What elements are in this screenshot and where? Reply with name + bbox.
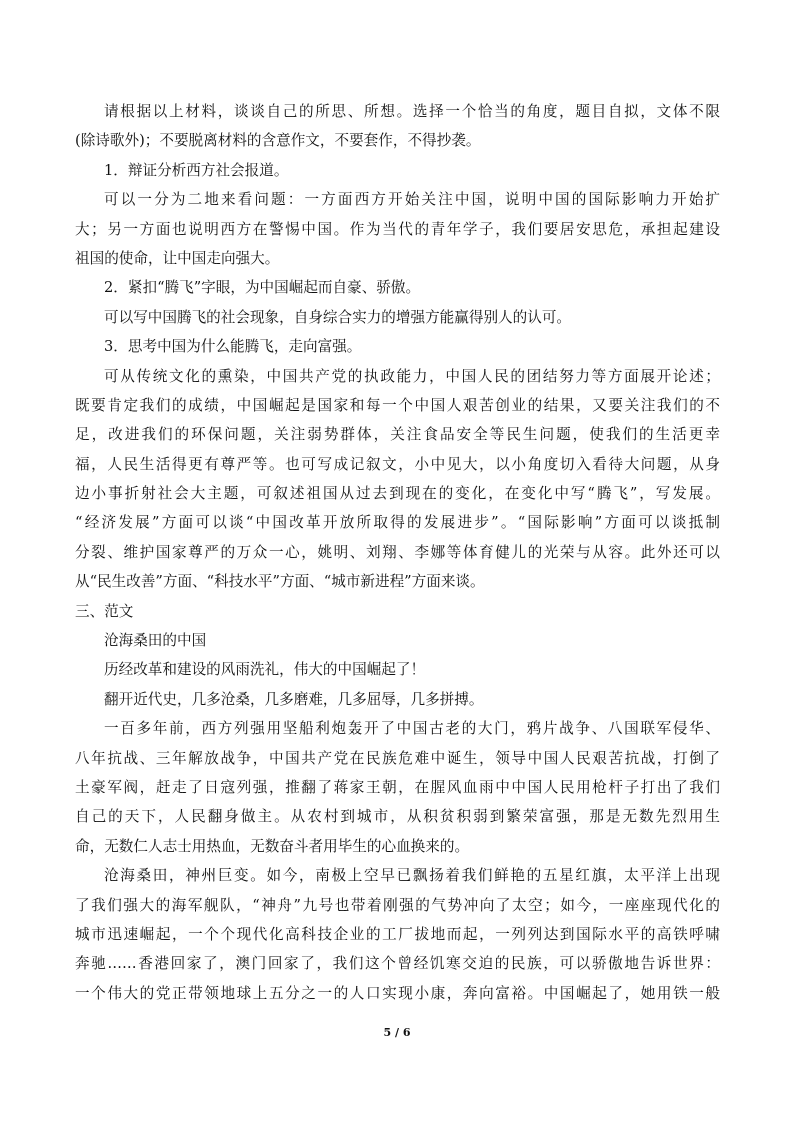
text-line: (除诗歌外)；不要脱离材料的含意作文，不要套作，不得抄袭。 (75, 132, 481, 150)
text-line: 大；另一方面也说明西方在警惕中国。作为当代的青年学子，我们要居安思危，承担起建设 (75, 220, 720, 238)
text-line: 历经改革和建设的风雨洗礼，伟大的中国崛起了！ (104, 661, 426, 679)
text-line: 一个伟大的党正带领地球上五分之一的人口实现小康，奔向富裕。中国崛起了，她用铁一般 (75, 984, 720, 1002)
text-line: 沧海桑田的中国 (104, 632, 207, 650)
text-line: 一百多年前，西方列强用坚船利炮轰开了中国古老的大门，鸦片战争、八国联军侵华、 (104, 720, 720, 738)
text-line: 土豪军阀，赶走了日寇列强，推翻了蒋家王朝，在腥风血雨中中国人民用枪杆子打出了我们 (75, 778, 720, 796)
text-line: 可以写中国腾飞的社会现象，自身综合实力的增强方能赢得别人的认可。 (104, 308, 572, 326)
text-line: 八年抗战、三年解放战争，中国共产党在民族危难中诞生，领导中国人民艰苦抗战，打倒了 (75, 749, 720, 767)
text-line: 城市迅速崛起，一个个现代化高科技企业的工厂拔地而起，一列列达到国际水平的高铁呼啸 (75, 925, 720, 943)
text-line: 可从传统文化的熏染，中国共产党的执政能力，中国人民的团结努力等方面展开论述； (104, 367, 720, 385)
text-line: 2．紧扣“腾飞”字眼，为中国崛起而自豪、骄傲。 (104, 279, 421, 297)
text-line: 请根据以上材料，谈谈自己的所思、所想。选择一个恰当的角度，题目自拟，文体不限 (104, 103, 720, 120)
text-line: 3．思考中国为什么能腾飞，走向富强。 (104, 338, 362, 356)
text-line: 自己的天下，人民翻身做主。从农村到城市，从积贫积弱到繁荣富强，那是无数先烈用生 (75, 808, 720, 826)
text-line: 三、范文 (75, 602, 134, 620)
text-line: “经济发展”方面可以谈“中国改革开放所取得的发展进步”。“国际影响”方面可以谈抵制 (75, 514, 720, 532)
text-line: 命，无数仁人志士用热血，无数奋斗者用毕生的心血换来的。 (75, 837, 470, 855)
text-line: 福，人民生活得更有尊严等。也可写成记叙文，小中见大，以小角度切入看待大问题，从身 (75, 455, 720, 473)
text-line: 分裂、维护国家尊严的万众一心，姚明、刘翔、李娜等体育健儿的光荣与从容。此外还可以 (75, 543, 720, 561)
document-body (75, 97, 720, 1008)
text-line: 了我们强大的海军舰队，“神舟”九号也带着刚强的气势冲向了太空；如今，一座座现代化的 (75, 896, 720, 914)
text-line: 边小事折射社会大主题，可叙述祖国从过去到现在的变化，在变化中写“腾飞”，写发展。 (75, 485, 720, 503)
text-line: 从“民生改善”方面、“科技水平”方面、“城市新进程”方面来谈。 (75, 573, 485, 591)
text-line: 翻开近代史，几多沧桑，几多磨难，几多屈辱，几多拼搏。 (104, 690, 484, 708)
page-number: 5 / 6 (383, 1026, 411, 1039)
text-line: 1．辩证分析西方社会报道。 (104, 161, 289, 179)
text-line: 可以一分为二地来看问题：一方面西方开始关注中国，说明中国的国际影响力开始扩 (104, 191, 720, 209)
text-line: 沧海桑田，神州巨变。如今，南极上空早已飘扬着我们鲜艳的五星红旗，太平洋上出现 (104, 867, 720, 885)
text-line: 奔驰……香港回家了，澳门回家了，我们这个曾经饥寒交迫的民族，可以骄傲地告诉世界： (75, 955, 720, 973)
text-line: 既要肯定我们的成绩，中国崛起是国家和每一个中国人艰苦创业的结果，又要关注我们的不 (75, 396, 720, 414)
text-line: 足，改进我们的环保问题，关注弱势群体，关注食品安全等民生问题，使我们的生活更幸 (75, 426, 720, 444)
text-line: 祖国的使命，让中国走向强大。 (75, 249, 280, 267)
